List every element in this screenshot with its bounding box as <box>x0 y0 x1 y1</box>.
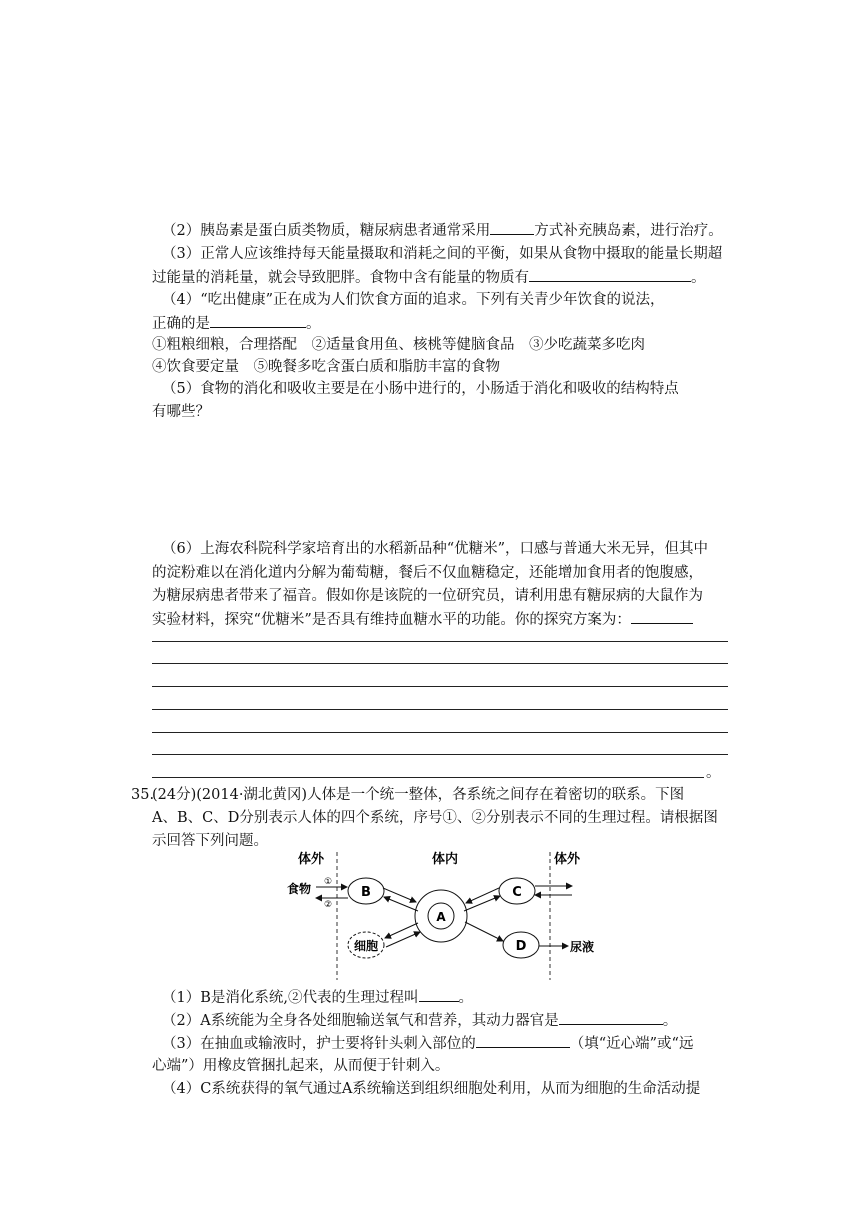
answer-blank[interactable] <box>419 986 459 1002</box>
question-4-options-1: ①粗粮细粮，合理搭配 ②适量食用鱼、核桃等健脑食品 ③少吃蔬菜多吃肉 <box>152 337 645 353</box>
arrow-c-a <box>466 888 499 903</box>
question-5-line-2: 有哪些？ <box>152 404 210 420</box>
question-35-1: （1）B是消化系统,②代表的生理过程叫 。 <box>162 986 742 1009</box>
answer-blank[interactable] <box>559 1009 663 1025</box>
final-period: 。 <box>706 765 721 781</box>
answer-blank[interactable] <box>210 312 306 328</box>
question-6-line-3: 为糖尿病患者带来了福音。假如你是该院的一位研究员，请利用患有糖尿病的大鼠作为 <box>152 588 703 604</box>
answer-line[interactable] <box>152 754 728 755</box>
answer-line[interactable] <box>152 709 728 710</box>
arrow-a-c <box>464 896 500 911</box>
question-4-line-2: 正确的是 。 <box>152 312 732 335</box>
question-3-line-2: 过能量的消耗量，就会导致肥胖。食物中含有能量的物质有 。 <box>152 266 732 289</box>
question-6-line-4: 实验材料，探究“优糖米”是否具有维持血糖水平的功能。你的探究方案为： <box>152 608 732 631</box>
question-3-line-1: （3）正常人应该维持每天能量摄取和消耗之间的平衡，如果从食物中摄取的能量长期超 <box>162 246 723 262</box>
node-a-label: A <box>436 910 446 924</box>
marker-2: ② <box>324 900 333 910</box>
question-35-line-1: (24分)(2014·湖北黄冈)人体是一个统一整体，各系统之间存在着密切的联系。下图 <box>152 787 685 803</box>
question-35-2: （2）A系统能为全身各处细胞输送氧气和营养，其动力器官是 。 <box>162 1009 742 1032</box>
answer-line[interactable] <box>152 641 728 642</box>
marker-1: ① <box>324 877 333 887</box>
question-5-line-1: （5）食物的消化和吸收主要是在小肠中进行的，小肠适于消化和吸收的结构特点 <box>162 381 679 397</box>
node-d-label: D <box>515 939 527 954</box>
answer-line[interactable] <box>152 732 728 733</box>
answer-blank[interactable] <box>529 266 691 282</box>
question-number: 35. <box>131 787 155 803</box>
answer-line[interactable] <box>152 686 728 687</box>
label-urine: 尿液 <box>570 940 595 954</box>
answer-blank[interactable] <box>631 608 693 624</box>
node-c-label: C <box>512 885 522 900</box>
question-6-line-1: （6）上海农科院科学家培育出的水稻新品种“优糖米”，口感与普通大米无异，但其中 <box>162 541 709 557</box>
answer-blank[interactable] <box>490 219 534 235</box>
question-2: （2）胰岛素是蛋白质类物质，糖尿病患者通常采用 方式补充胰岛素，进行治疗。 <box>162 219 742 242</box>
question-35-line-3: 示回答下列问题。 <box>152 833 268 849</box>
question-4-line-1: （4）“吃出健康”正在成为人们饮食方面的追求。下列有关青少年饮食的说法， <box>162 292 665 308</box>
arrow-cell-a <box>386 932 420 947</box>
question-35-3-line-1: （3）在抽血或输液时，护士要将针头刺入部位的 （填“近心端”或“远 <box>162 1032 742 1055</box>
arrow-a-cell <box>385 923 418 938</box>
label-inside: 体内 <box>432 852 459 867</box>
arrow-a-b <box>384 897 418 911</box>
label-food: 食物 <box>287 882 312 896</box>
body-systems-diagram <box>280 846 600 982</box>
question-4-options-2: ④饮食要定量 ⑤晚餐多吃含蛋白质和脂肪丰富的食物 <box>152 359 500 375</box>
label-outside-left: 体外 <box>298 852 325 867</box>
answer-blank[interactable] <box>476 1032 570 1048</box>
question-35-line-2: A、B、C、D分别表示人体的四个系统，序号①、②分别表示不同的生理过程。请根据图 <box>152 810 718 826</box>
node-b-label: B <box>361 885 371 900</box>
answer-line[interactable] <box>152 663 728 664</box>
arrow-b-a <box>383 888 416 902</box>
question-35-4-line-1: （4）C系统获得的氧气通过A系统输送到组织细胞处利用，从而为细胞的生命活动提 <box>162 1081 701 1097</box>
answer-line[interactable] <box>152 777 704 778</box>
label-outside-right: 体外 <box>554 852 581 867</box>
question-35-3-line-2: 心端”）用橡皮管捆扎起来，从而便于针刺入。 <box>152 1058 450 1074</box>
arrow-a-d <box>465 922 503 941</box>
question-6-line-2: 的淀粉难以在消化道内分解为葡萄糖，餐后不仅血糖稳定，还能增加食用者的饱腹感， <box>152 565 703 581</box>
label-cell: 细胞 <box>353 939 379 953</box>
